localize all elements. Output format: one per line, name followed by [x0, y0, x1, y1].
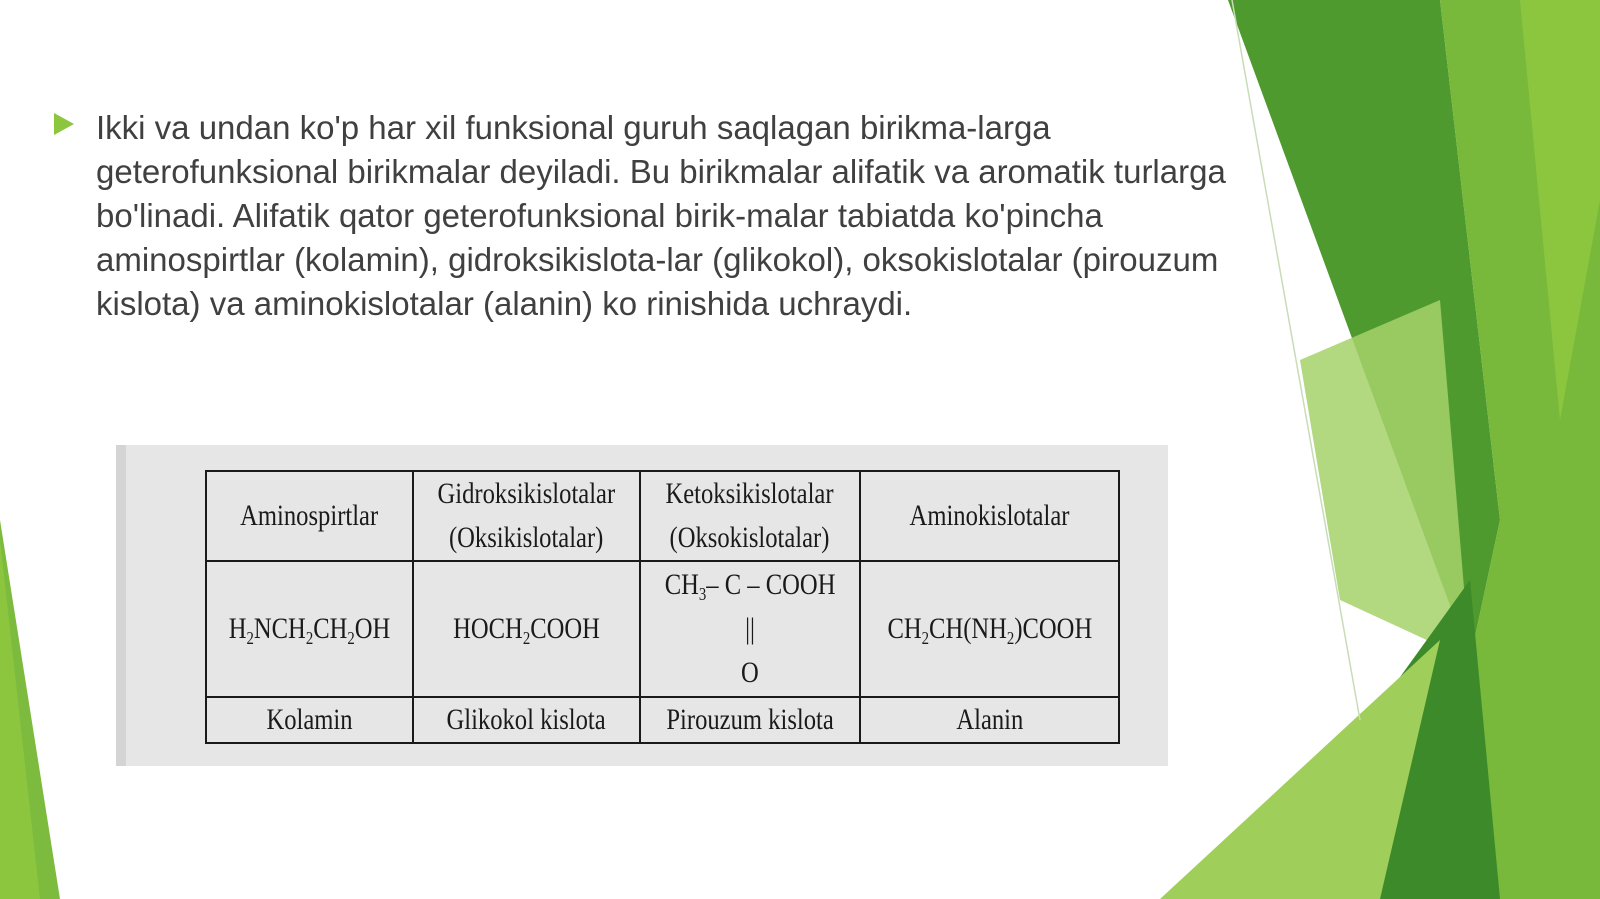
formula-glikokol: $HOCH_2COOH$: [413, 561, 640, 697]
right-shape-pale: [1300, 300, 1470, 660]
formula-kolamin: $H_2NCH_2CH_2OH$: [206, 561, 413, 697]
bullet-arrow-icon: [54, 113, 74, 135]
compounds-table: [205, 470, 1120, 744]
table-name-row: [206, 697, 1119, 743]
header-cell-aminospirtlar: Aminospirtlar: [206, 471, 413, 561]
name-kolamin: Kolamin: [206, 697, 413, 743]
bullet-paragraph: [54, 106, 1234, 326]
table-image-frame: [116, 445, 1168, 766]
header-cell-ketoksikislotalar: Ketoksikislotalar (Oksokislotalar): [640, 471, 860, 561]
header-cell-aminokislotalar: Aminokislotalar: [860, 471, 1120, 561]
header-cell-gidroksikislotalar: Gidroksikislotalar (Oksikislotalar): [413, 471, 640, 561]
formula-pirouzum: $CH_3-$ C – COOH || O: [640, 561, 860, 697]
table-formula-row: [206, 561, 1119, 697]
formula-alanin: $CH_2CH(NH_2)COOH$: [860, 561, 1120, 697]
paragraph-text: Ikki va undan ko'p har xil funksional guruh saqlagan birikma-larga geterofunksional birikmalar deyiladi. Bu birikmalar alifatik va aromatik turlarga bo'linadi. Alifatik qator geterofunksional birik-malar tabiatda ko'pincha aminospirtlar (kolamin), gidroksikislota-lar (glikokol), oksokislotalar (pirouzum kislota) va aminokislotalar (alanin) ko rinishida uchraydi.: [96, 109, 1226, 322]
table-header-row: [206, 471, 1119, 561]
name-pirouzum: Pirouzum kislota: [640, 697, 860, 743]
name-alanin: Alanin: [860, 697, 1120, 743]
name-glikokol: Glikokol kislota: [413, 697, 640, 743]
